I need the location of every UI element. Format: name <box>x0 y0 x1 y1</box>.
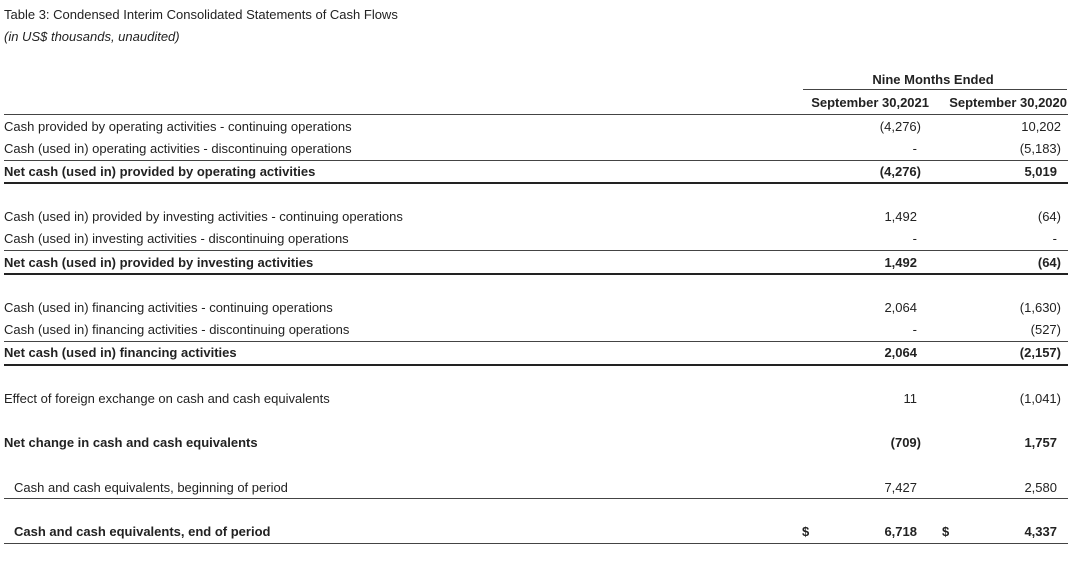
row-label: Cash and cash equivalents, end of period <box>14 524 271 539</box>
currency-symbol-2021: $ <box>802 524 810 539</box>
row-label: Cash (used in) financing activities - discontinuing operations <box>4 322 350 337</box>
total-rule <box>4 364 1068 366</box>
table-subtitle: (in US$ thousands, unaudited) <box>4 29 180 44</box>
total-rule <box>4 182 1068 184</box>
row-value-2020: (1,630) <box>1019 300 1061 315</box>
table-title: Table 3: Condensed Interim Consolidated Statements of Cash Flows <box>4 7 398 22</box>
row-value-2021: - <box>912 322 917 337</box>
row-label: Net cash (used in) financing activities <box>4 345 237 360</box>
subtotal-rule <box>4 160 1068 161</box>
row-value-2020: 2,580 <box>1024 480 1057 495</box>
period-header-underline <box>803 89 1067 90</box>
row-value-2021: 1,492 <box>884 255 917 270</box>
row-value-2021: 2,064 <box>884 345 917 360</box>
row-value-2021: (4,276) <box>879 119 921 134</box>
period-header: Nine Months Ended <box>872 72 994 87</box>
row-value-2020: 5,019 <box>1024 164 1057 179</box>
row-value-2020: 1,757 <box>1024 435 1057 450</box>
row-value-2021: 11 <box>903 391 917 406</box>
row-label: Net cash (used in) provided by operating activities <box>4 164 316 179</box>
col1-header: September 30,2021 <box>811 95 929 110</box>
subtotal-rule <box>4 498 1068 499</box>
row-value-2020: (5,183) <box>1019 141 1061 156</box>
row-label: Net change in cash and cash equivalents <box>4 435 258 450</box>
subtotal-rule <box>4 341 1068 342</box>
row-value-2020: (64) <box>1037 209 1061 224</box>
row-value-2020: (2,157) <box>1019 345 1061 360</box>
row-value-2021: (4,276) <box>879 164 921 179</box>
row-value-2021: - <box>912 141 917 156</box>
row-value-2020: (64) <box>1037 255 1061 270</box>
row-label: Cash (used in) provided by investing activities - continuing operations <box>4 209 403 224</box>
total-rule <box>4 273 1068 275</box>
row-value-2021: (709) <box>890 435 921 450</box>
row-value-2021: 1,492 <box>884 209 917 224</box>
row-label: Cash (used in) operating activities - discontinuing operations <box>4 141 352 156</box>
row-value-2020: 4,337 <box>1024 524 1057 539</box>
row-value-2021: - <box>912 231 917 246</box>
row-value-2021: 6,718 <box>884 524 917 539</box>
row-value-2021: 2,064 <box>884 300 917 315</box>
row-value-2021: 7,427 <box>884 480 917 495</box>
row-value-2020: (1,041) <box>1019 391 1061 406</box>
row-label: Net cash (used in) provided by investing activities <box>4 255 314 270</box>
row-label: Cash (used in) investing activities - discontinuing operations <box>4 231 349 246</box>
row-label: Effect of foreign exchange on cash and cash equivalents <box>4 391 330 406</box>
row-value-2020: - <box>1052 231 1057 246</box>
row-value-2020: 10,202 <box>1021 119 1061 134</box>
col2-header: September 30,2020 <box>949 95 1067 110</box>
row-label: Cash (used in) financing activities - continuing operations <box>4 300 333 315</box>
subtotal-rule <box>4 250 1068 251</box>
row-value-2020: (527) <box>1030 322 1061 337</box>
row-label: Cash provided by operating activities - continuing operations <box>4 119 352 134</box>
final-rule <box>4 543 1068 544</box>
header-rule <box>4 114 1068 115</box>
currency-symbol-2020: $ <box>942 524 950 539</box>
row-label: Cash and cash equivalents, beginning of period <box>14 480 288 495</box>
